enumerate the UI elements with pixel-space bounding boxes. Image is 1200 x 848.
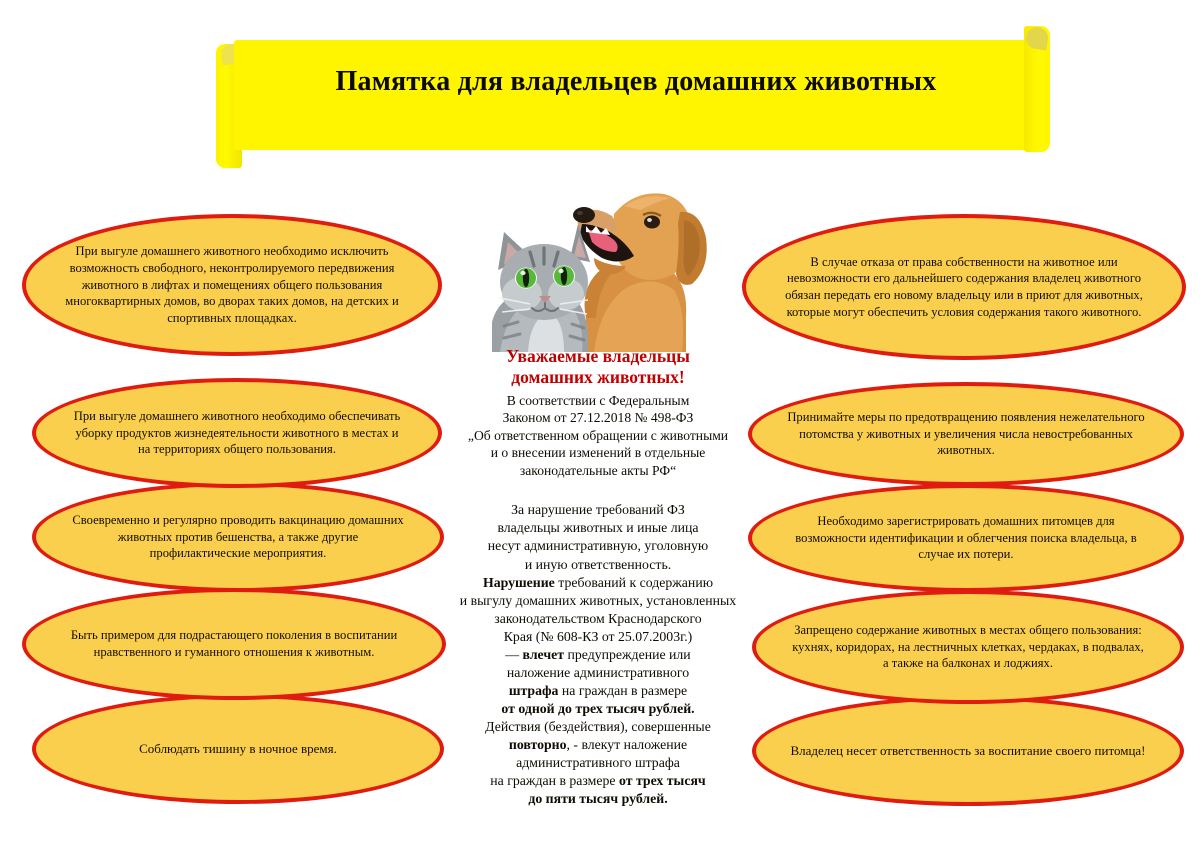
rule-oval-left-3 (32, 482, 444, 592)
rule-oval-right-2 (748, 382, 1184, 486)
body-line-10: наложение административного (506, 664, 690, 680)
body-line-11 (448, 682, 748, 700)
rule-oval-right-4 (752, 590, 1184, 704)
body-line-14 (448, 736, 748, 754)
dash-mark: — (505, 646, 523, 662)
rule-oval-left-1-text: При выгуле домашнего животного необходимо исключить возможность свободного, неконтролируемого передвижения животного в лифтах и помещениях общего пользования многоквартирных домов, во дворах таких домов, на детских и спортивных площадках. (65, 244, 399, 326)
body-line-8: Края (№ 608-КЗ от 25.07.2003г.) (503, 628, 693, 644)
rule-oval-right-1 (742, 214, 1186, 360)
law-line-4: и о внесении изменений в отдельные (490, 445, 706, 461)
fine-amount-second-b: до пяти тысяч рублей. (528, 791, 668, 807)
fine-amount-first: от одной до трех тысяч рублей. (501, 701, 695, 717)
rule-oval-right-2-text: Принимайте меры по предотвращению появления нежелательного потомства у животных и увеличения числа невостребованных животных. (787, 409, 1145, 458)
violation-bold: Нарушение (482, 574, 555, 590)
body-line-17 (448, 790, 748, 808)
law-line-2: Законом от 27.12.2018 № 498-ФЗ (502, 410, 694, 426)
liability-text (448, 501, 748, 808)
rule-oval-left-2 (32, 378, 442, 488)
cat-dog-illustration (474, 166, 726, 352)
citizens-amount-pre: на граждан в размере (490, 773, 620, 789)
page-title: Памятка для владельцев домашних животных (335, 66, 937, 97)
entails-rest: предупреждение или (564, 646, 691, 662)
rule-oval-left-5-text: Соблюдать тишину в ночное время. (139, 741, 337, 757)
rule-oval-left-4-text: Быть примером для подрастающего поколения в воспитании нравственного и гуманного отношения к животным. (70, 628, 398, 659)
body-line-12 (448, 700, 748, 718)
body-line-5 (448, 574, 748, 592)
center-heading-line-1: Уважаемые владельцы (506, 346, 690, 366)
rule-oval-right-5-text: Владелец несет ответственность за воспитание своего питомца! (790, 743, 1146, 759)
rule-oval-right-3 (748, 484, 1184, 592)
violation-rest: требований к содержанию (554, 574, 714, 590)
body-line-4: и иную ответственность. (524, 556, 672, 572)
center-heading (448, 346, 748, 389)
rule-oval-left-5 (32, 694, 444, 804)
body-line-16 (448, 772, 748, 790)
repeat-rest: , - влекут наложение (566, 737, 688, 753)
rule-oval-left-2-text: При выгуле домашнего животного необходимо обеспечивать уборку продуктов жизнедеятельности животного в местах и на территориях общего пользования. (73, 408, 401, 457)
rule-oval-right-3-text: Необходимо зарегистрировать домашних питомцев для возможности идентификации и облегчения поиска владельца, в случае их потери. (795, 513, 1137, 562)
law-line-3: „Об ответственном обращении с животными (467, 427, 729, 443)
body-line-9 (448, 646, 748, 664)
rule-oval-right-1-text: В случае отказа от права собственности на животное или невозможности его дальнейшего содержания владелец животного обязан передать его новому владельцу или в приют для животных, которые могут обеспечить условия содержания такого животного. (785, 254, 1143, 319)
body-line-15: административного штрафа (516, 755, 680, 771)
cat-and-dog-photo (474, 166, 726, 352)
federal-law-citation (448, 392, 748, 480)
entails-bold: влечет (522, 646, 565, 662)
body-line-13: Действия (бездействия), совершенные (485, 719, 711, 735)
rule-oval-left-4 (22, 588, 446, 700)
fine-rest: на граждан в размере (558, 682, 688, 698)
body-line-1: За нарушение требований ФЗ (511, 502, 685, 518)
law-line-5: законодательные акты РФ“ (519, 462, 677, 478)
body-line-6: и выгулу домашних животных, установленных (459, 592, 737, 608)
rule-oval-left-1 (22, 214, 442, 356)
fine-bold: штрафа (508, 682, 559, 698)
body-line-2: владельцы животных и иные лица (497, 520, 699, 536)
title-banner (216, 26, 1052, 156)
rule-oval-right-4-text: Запрещено содержание животных в местах общего пользования: кухнях, коридорах, на лестничных клетках, чердаках, в подвалах, а также на балконах и лоджиях. (792, 622, 1144, 671)
fine-amount-second-a: от трех тысяч (619, 773, 706, 789)
body-line-7: законодательством Краснодарского (494, 610, 702, 626)
center-spacer (448, 479, 748, 501)
center-heading-line-2: домашних животных! (511, 367, 685, 388)
law-line-1: В соответствии с Федеральным (506, 392, 690, 408)
body-line-3: несут административную, уголовную (487, 538, 709, 554)
repeat-bold: повторно (508, 737, 567, 753)
center-text-column (448, 346, 748, 808)
rule-oval-right-5 (752, 696, 1184, 806)
rule-oval-left-3-text: Своевременно и регулярно проводить вакцинацию домашних животных против бешенства, а также другие профилактические мероприятия. (72, 512, 404, 561)
